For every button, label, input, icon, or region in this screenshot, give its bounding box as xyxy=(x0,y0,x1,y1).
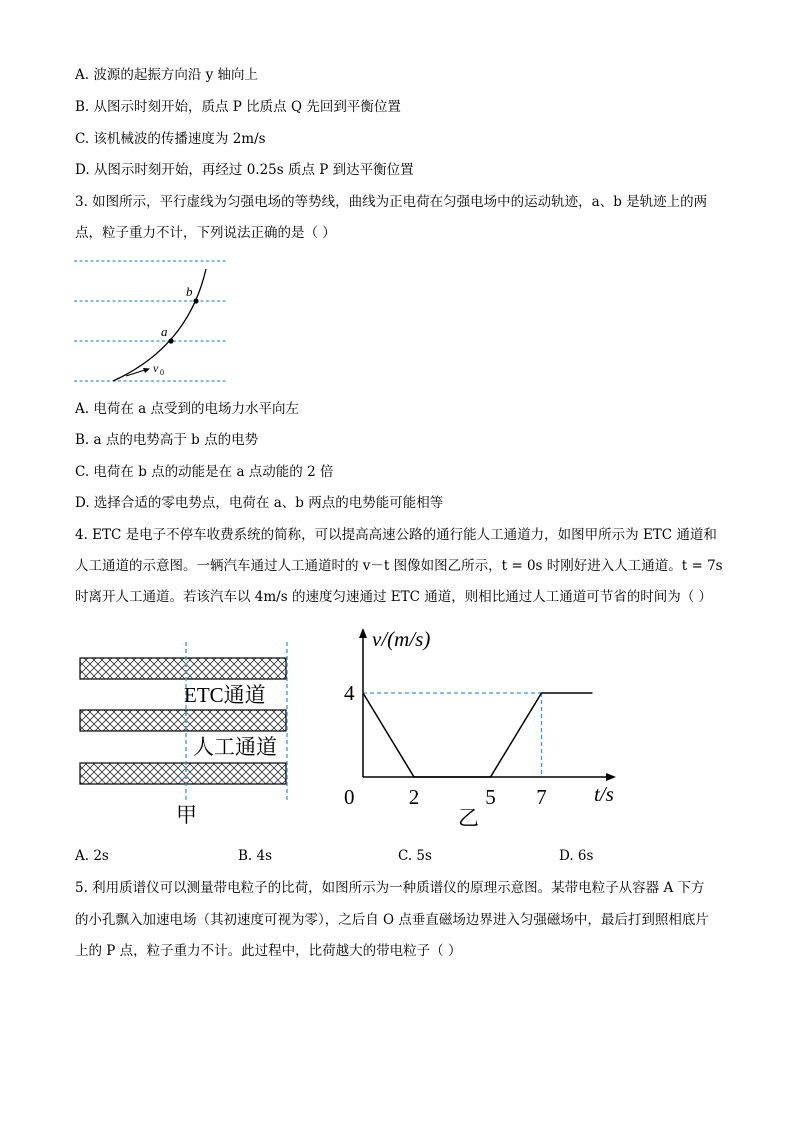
y-tick-label-4: 4 xyxy=(344,681,355,705)
q3-option-a: A. 电荷在 a 点受到的电场力水平向左 xyxy=(75,401,299,417)
point-a xyxy=(168,338,173,343)
q4-stem-line2: 人工通道的示意图。一辆汽车通过人工通道时的 v－t 图像如图乙所示，t = 0s 时刚好进入人工通道。t = 7s xyxy=(75,558,723,574)
q2-option-c: C. 该机械波的传播速度为 2m/s xyxy=(75,131,266,147)
q4-option-c: C. 5s xyxy=(398,848,432,864)
figure-yi-caption: 乙 xyxy=(458,806,479,830)
q4-option-a: A. 2s xyxy=(75,848,109,864)
q3-option-b: B. a 点的电势高于 b 点的电势 xyxy=(75,432,259,448)
q2-option-b: B. 从图示时刻开始，质点 P 比质点 Q 先回到平衡位置 xyxy=(75,99,401,115)
label-b: b xyxy=(186,284,193,299)
q3-stem-line1: 3. 如图所示，平行虚线为匀强电场的等势线，曲线为正电荷在匀强电场中的运动轨迹，a、b 是轨迹上的两 xyxy=(75,194,708,210)
q4-stem-line3: 时离开人工通道。若该汽车以 4m/s 的速度匀速通过 ETC 通道，则相比通过人工通道可节省的时间为（ ） xyxy=(75,589,713,605)
q3-option-c: C. 电荷在 b 点的动能是在 a 点动能的 2 倍 xyxy=(75,464,334,480)
q3-field-figure xyxy=(70,255,230,390)
x-tick-label-7: 7 xyxy=(536,785,547,809)
manual-lane-label: 人工通道 xyxy=(193,735,277,759)
x-axis-arrowhead xyxy=(606,773,616,781)
label-a: a xyxy=(161,324,168,339)
x-tick-label-2: 2 xyxy=(408,785,420,809)
barrier-middle xyxy=(80,710,286,731)
q5-stem-line3: 上的 P 点，粒子重力不计。此过程中，比荷越大的带电粒子（ ） xyxy=(75,943,462,959)
label-v0: v xyxy=(153,361,159,375)
q4-option-d: D. 6s xyxy=(559,848,594,864)
label-v0-sub: 0 xyxy=(160,368,164,377)
q4-option-b: B. 4s xyxy=(238,848,273,864)
q4-vt-chart xyxy=(330,620,630,835)
q5-stem-line1: 5. 利用质谱仪可以测量带电粒子的比荷，如图所示为一种质谱仪的原理示意图。某带电粒子从容器 A 下方 xyxy=(75,880,705,896)
x-tick-label-5: 5 xyxy=(485,785,496,809)
barrier-bottom xyxy=(80,763,286,784)
y-axis-arrowhead xyxy=(359,628,367,638)
v0-arrowhead xyxy=(143,368,150,373)
q3-stem-line2: 点，粒子重力不计，下列说法正确的是（ ） xyxy=(75,225,336,241)
vt-series-line xyxy=(363,693,593,777)
q3-option-d: D. 选择合适的零电势点，电荷在 a、b 两点的电势能可能相等 xyxy=(75,495,444,511)
origin-label: 0 xyxy=(344,785,355,809)
q2-option-d: D. 从图示时刻开始，再经过 0.25s 质点 P 到达平衡位置 xyxy=(75,162,414,178)
barrier-top xyxy=(80,658,286,679)
point-b xyxy=(193,298,198,303)
q4-figure-jia xyxy=(70,636,300,836)
q5-stem-line2: 的小孔飘入加速电场（其初速度可视为零），之后自 O 点垂直磁场边界进入匀强磁场中，最后打到照相底片 xyxy=(75,912,709,928)
etc-lane-label: ETC通道 xyxy=(184,683,266,707)
figure-jia-caption: 甲 xyxy=(176,803,197,827)
x-axis-label: t/s xyxy=(594,782,614,806)
q2-option-a: A. 波源的起振方向沿 y 轴向上 xyxy=(75,67,259,83)
q4-stem-line1: 4. ETC 是电子不停车收费系统的简称，可以提高高速公路的通行能人工通道力，如图甲所示为 ETC 通道和 xyxy=(75,527,717,543)
y-axis-label: v/(m/s) xyxy=(372,627,431,651)
